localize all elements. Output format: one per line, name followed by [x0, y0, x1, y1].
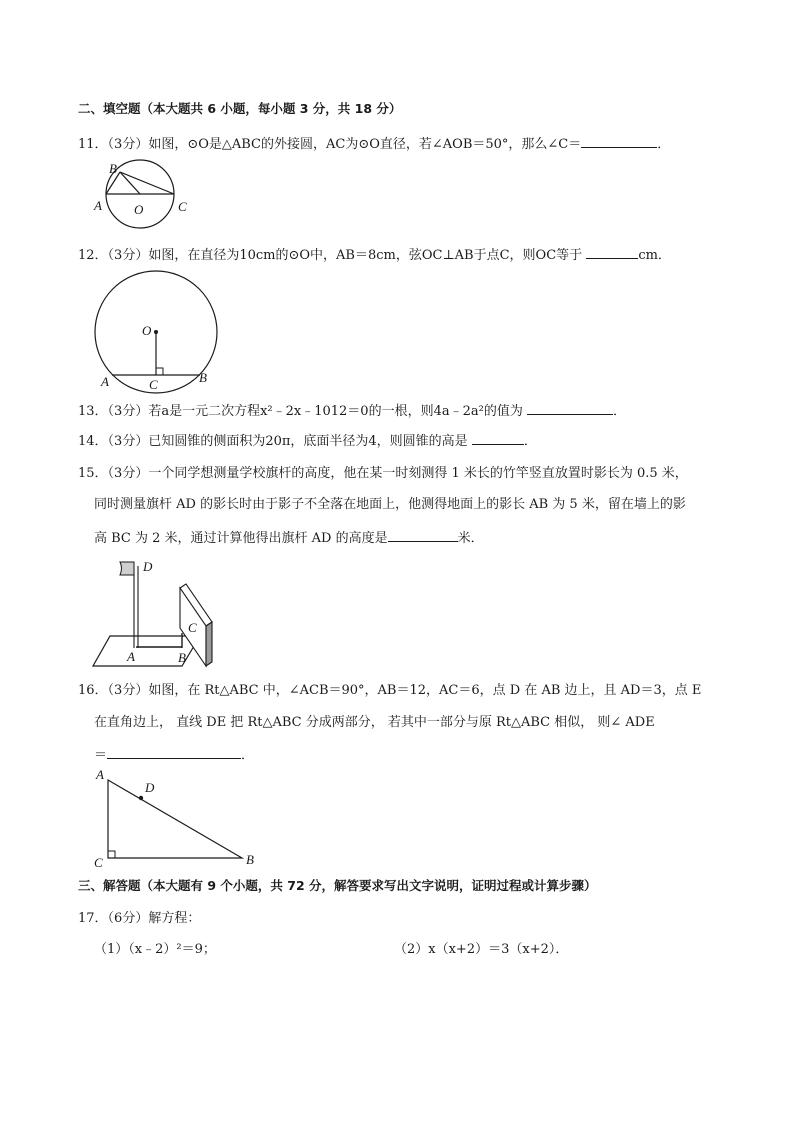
question-11-end: ．	[657, 137, 671, 152]
question-15-line-3-text: 高 BC 为 2 米，通过计算他得出旗杆 AD 的高度是	[94, 531, 388, 546]
question-11-text: 11．（3分）如图，⊙O是△ABC的外接圆，AC为⊙O直径，若∠AOB＝50°，那么∠C＝	[78, 137, 582, 152]
question-12-text: 12．（3分）如图，在直径为10cm的⊙O中，AB＝8cm，弦OC⊥AB于点C，则OC等于	[78, 248, 583, 263]
fig15-label-B: B	[178, 650, 186, 665]
fig16-label-C: C	[94, 855, 103, 870]
question-12-end: cm．	[638, 248, 671, 263]
question-13-text: 13．（3分）若a是一元二次方程x²﹣2x﹣1012＝0的一根，则4a﹣2a²的值为	[78, 404, 523, 419]
question-17: 17．（6分）解方程：	[78, 911, 201, 926]
question-15-line-1: 15．（3分）一个同学想测量学校旗杆的高度，他在某一时刻测得 1 米长的竹竿竖直放置时影长为 0.5 米，	[78, 466, 688, 481]
fig12-label-B: B	[199, 370, 207, 385]
question-15-end: 米．	[457, 531, 484, 546]
question-14-text: 14．（3分）已知圆锥的侧面积为20π，底面半径为4，则圆锥的高是	[78, 434, 468, 449]
fig15-label-D: D	[143, 559, 153, 574]
question-16-end: ．	[241, 748, 255, 763]
question-13-end: ．	[612, 404, 626, 419]
question-16-line-2: 在直角边上， 直线 DE 把 Rt△ABC 分成两部分， 若其中一部分与原 Rt△ABC 相似， 则∠ ADE	[94, 715, 655, 730]
fig11-label-C: C	[178, 199, 187, 214]
question-14-end: ．	[523, 434, 537, 449]
question-17-part-1: （1）（x﹣2）²＝9；	[94, 942, 216, 957]
question-15-line-2: 同时测量旗杆 AD 的影长时由于影子不全落在地面上，他测得地面上的影长 AB 为 5 米，留在墙上的影	[94, 497, 686, 512]
question-16-line-3-text: ＝	[94, 748, 108, 763]
question-16-line-1: 16．（3分）如图，在 Rt△ABC 中，∠ACB＝90°，AB＝12，AC＝6，点 D 在 AB 边上，且 AD＝3，点 E	[78, 683, 702, 698]
section-3-heading: 三、解答题（本大题有 9 个小题，共 72 分，解答要求写出文字说明，证明过程或计算步骤）	[78, 878, 597, 893]
fig15-label-A: A	[127, 649, 135, 664]
fig11-label-A: A	[94, 198, 102, 213]
fig16-label-B: B	[246, 852, 254, 867]
fig11-label-B: B	[109, 161, 117, 176]
fig16-label-A: A	[96, 767, 104, 782]
fig16-label-D: D	[145, 780, 155, 795]
fig12-label-O: O	[142, 323, 152, 338]
fig12-label-A: A	[101, 374, 109, 389]
fig15-label-C: C	[188, 620, 197, 635]
fig11-label-O: O	[134, 202, 144, 217]
question-17-part-2: （2）x（x+2）＝3（x+2）．	[394, 942, 569, 957]
fig12-label-C: C	[149, 377, 158, 392]
section-2-heading: 二、填空题（本大题共 6 小题，每小题 3 分，共 18 分）	[78, 101, 402, 116]
